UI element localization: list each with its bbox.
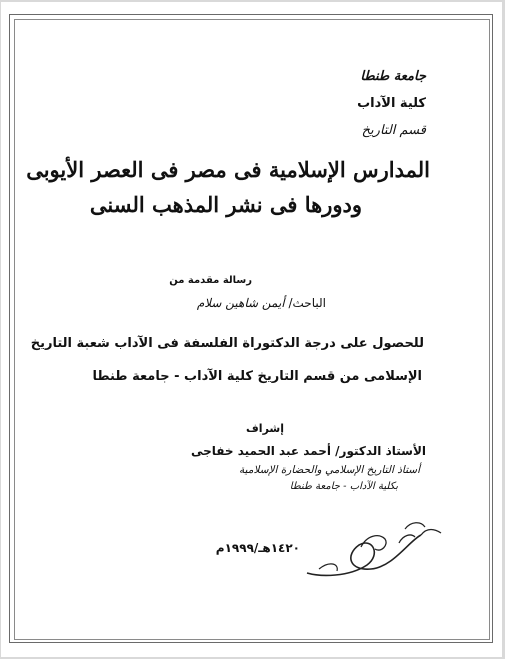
submitted-by-label: رسالة مقدمة من xyxy=(169,275,252,286)
supervisor-faculty: بكلية الآداب - جامعة طنطا xyxy=(289,481,398,492)
thesis-date: ١٤٢٠هـ/١٩٩٩م xyxy=(215,541,300,555)
degree-line1: للحصول على درجة الدكتوراة الفلسفة فى الآداب شعبة التاريخ xyxy=(30,336,424,351)
supervisor-title: أستاذ التاريخ الإسلامي والحضارة الإسلامية xyxy=(239,464,420,476)
degree-line2: الإسلامى من قسم التاريخ كلية الآداب - جامعة طنطا xyxy=(92,369,422,384)
supervisor-signature xyxy=(301,507,451,587)
supervision-label: إشراف xyxy=(246,422,284,435)
researcher-prefix: الباحث/ xyxy=(288,296,326,310)
thesis-title-line2: ودورها فى نشر المذهب السنى xyxy=(89,192,362,217)
document-page xyxy=(1,2,502,657)
researcher-line xyxy=(197,296,326,310)
university-name: جامعة طنطا xyxy=(360,69,426,84)
faculty-name: كلية الآداب xyxy=(357,96,426,111)
supervisor-name: الأستاذ الدكتور/ أحمد عبد الحميد خفاجى xyxy=(190,444,426,458)
thesis-title-line1: المدارس الإسلامية فى مصر فى العصر الأيوبى xyxy=(26,157,430,182)
researcher-name: أيمن شاهين سلام xyxy=(196,296,285,310)
department-name: قسم التاريخ xyxy=(361,123,426,138)
